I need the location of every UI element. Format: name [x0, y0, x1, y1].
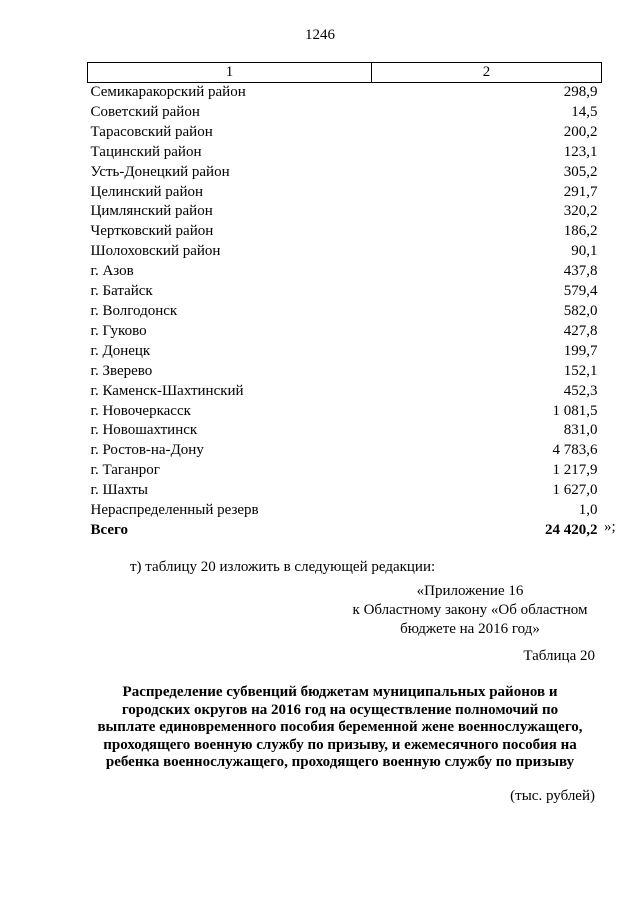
units-label: (тыс. рублей) — [510, 788, 595, 804]
row-territory-name: г. Волгодонск — [90, 302, 178, 319]
table-row — [88, 342, 602, 362]
row-amount: 14,5 — [571, 103, 598, 120]
table-row — [88, 461, 602, 481]
heading-line: Распределение субвенций бюджетам муниципальных районов и — [122, 684, 558, 700]
row-amount: 152,1 — [563, 362, 598, 379]
row-amount: 452,3 — [563, 382, 598, 399]
table-row — [88, 83, 602, 103]
table-row — [88, 143, 602, 163]
row-territory-name: г. Шахты — [90, 482, 149, 499]
table-row — [88, 183, 602, 203]
table-row — [88, 481, 602, 501]
row-amount: 579,4 — [563, 283, 598, 300]
table-heading — [80, 684, 600, 772]
table-row — [88, 282, 602, 302]
row-territory-name: Тацинский район — [90, 143, 202, 160]
row-amount: 1 081,5 — [552, 402, 598, 419]
table-row — [88, 202, 602, 222]
table-row — [88, 322, 602, 342]
row-territory-name: Целинский район — [90, 183, 203, 200]
row-amount: 186,2 — [563, 223, 598, 240]
row-territory-name: г. Новочеркасск — [90, 402, 191, 419]
row-amount: 291,7 — [563, 183, 598, 200]
row-amount: 582,0 — [563, 302, 598, 319]
table-row — [88, 402, 602, 422]
row-territory-name: г. Донецк — [90, 342, 151, 359]
table-row — [88, 362, 602, 382]
row-territory-name: Тарасовский район — [90, 123, 213, 140]
row-territory-name: г. Таганрог — [90, 462, 160, 479]
table-row — [88, 302, 602, 322]
row-territory-name: г. Гуково — [90, 322, 147, 339]
row-territory-name: Нераспределенный резерв — [90, 502, 259, 519]
row-amount: 298,9 — [563, 84, 598, 100]
heading-line: проходящего военную службу по призыву, и ежемесячного пособия на — [103, 736, 577, 753]
closing-quote-mark: »; — [604, 519, 616, 535]
heading-line: выплате единовременного пособия беременной жене военнослужащего, — [97, 719, 583, 736]
total-row — [88, 521, 602, 541]
row-territory-name: Чертковский район — [90, 223, 214, 240]
row-territory-name: Цимлянский район — [90, 203, 213, 220]
row-territory-name: Семикаракорский район — [90, 84, 246, 100]
table-row — [88, 262, 602, 282]
row-amount: 1 217,9 — [552, 462, 598, 479]
row-territory-name: Советский район — [90, 103, 200, 120]
row-amount: 427,8 — [563, 322, 598, 339]
heading-line: городских округов на 2016 год на осуществление полномочий по — [121, 701, 559, 718]
column-header-2: 2 — [372, 63, 602, 83]
row-territory-name: г. Ростов-на-Дону — [90, 442, 204, 459]
appendix-line: «Приложение 16 — [416, 583, 524, 599]
row-territory-name: г. Каменск-Шахтинский — [90, 382, 244, 399]
heading-line: ребенка военнослужащего, проходящего военную службу по призыву — [105, 754, 575, 771]
appendix-line: бюджете на 2016 год» — [400, 621, 540, 637]
page-number: 1246 — [305, 27, 335, 43]
column-header-1: 1 — [88, 63, 372, 83]
appendix-reference — [345, 582, 595, 639]
row-amount: 831,0 — [563, 422, 598, 439]
row-territory-name: г. Зверево — [90, 362, 153, 379]
total-label: Всего — [90, 521, 128, 538]
appendix-line: к Областному закону «Об областном — [352, 602, 588, 618]
row-amount: 199,7 — [563, 342, 598, 359]
row-amount: 305,2 — [563, 163, 598, 180]
table-row — [88, 501, 602, 521]
row-amount: 320,2 — [563, 203, 598, 220]
row-amount: 200,2 — [563, 123, 598, 140]
table-row — [88, 123, 602, 143]
table-label: Таблица 20 — [523, 648, 595, 664]
table-row — [88, 441, 602, 461]
table-row — [88, 382, 602, 402]
row-territory-name: г. Азов — [90, 263, 134, 280]
row-territory-name: г. Новошахтинск — [90, 422, 198, 439]
row-territory-name: г. Батайск — [90, 283, 153, 300]
row-amount: 1 627,0 — [552, 482, 598, 499]
total-value: 24 420,2 — [545, 521, 598, 538]
row-amount: 1,0 — [578, 502, 598, 519]
table-row — [88, 242, 602, 262]
table-row — [88, 163, 602, 183]
table-row — [88, 103, 602, 123]
row-amount: 123,1 — [563, 143, 598, 160]
row-territory-name: Усть-Донецкий район — [90, 163, 230, 180]
amendment-instruction: т) таблицу 20 изложить в следующей редакции: — [130, 559, 436, 575]
row-territory-name: Шолоховский район — [90, 243, 221, 260]
table-row — [88, 222, 602, 242]
row-amount: 437,8 — [563, 263, 598, 280]
row-amount: 4 783,6 — [552, 442, 598, 459]
row-amount: 90,1 — [571, 243, 598, 260]
table-header-row — [88, 63, 602, 83]
table-row — [88, 421, 602, 441]
subsidy-table — [87, 62, 602, 541]
